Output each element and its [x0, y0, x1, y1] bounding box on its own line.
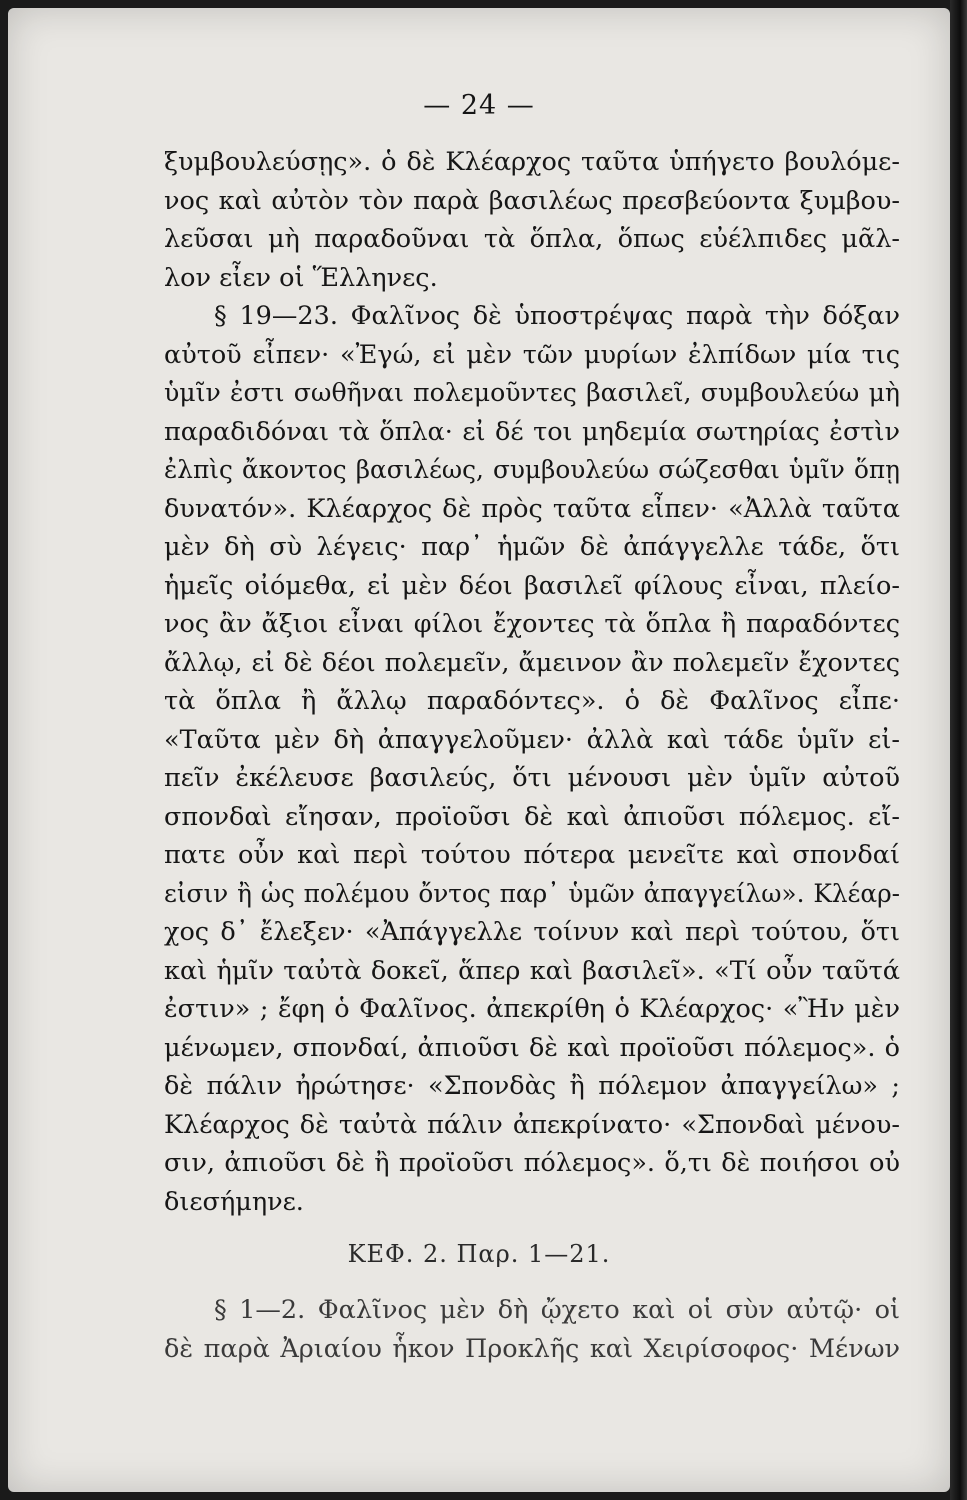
- text-line: ἐστιν» ; ἔφη ὁ Φαλῖνος. ἀπεκρίθη ὁ Κλέαρχος· «Ἢν μὲν: [164, 994, 900, 1024]
- text-line-section-start: § 19—23. Φαλῖνος δὲ ὑποστρέψας παρὰ τὴν δόξαν: [214, 301, 900, 331]
- text-line: αὐτοῦ εἶπεν· «Ἐγώ, εἰ μὲν τῶν μυρίων ἐλπίδων μία τις: [164, 339, 900, 370]
- text-line: παραδιδόναι τὰ ὅπλα· εἰ δέ τοι μηδεμία σωτηρίας ἐστὶν: [164, 416, 900, 447]
- page-number: — 24 —: [423, 90, 535, 121]
- text-line: ἐλπὶς ἄκοντος βασιλέως, συμβουλεύω σώζεσθαι ὑμῖν ὅπῃ: [164, 455, 900, 484]
- text-line: νος καὶ αὐτὸν τὸν παρὰ βασιλέως πρεσβεύοντα ξυμβου-: [164, 185, 900, 216]
- main-text-block: [164, 143, 900, 1221]
- text-line-section-start: § 1—2. Φαλῖνος μὲν δὴ ᾤχετο καὶ οἱ σὺν αὐτῷ· οἱ: [214, 1295, 900, 1325]
- text-line: ἄλλῳ, εἰ δὲ δέοι πολεμεῖν, ἄμεινον ἂν πολεμεῖν ἔχοντες: [164, 647, 900, 678]
- book-page: [8, 8, 950, 1492]
- text-line: Κλέαρχος δὲ ταὐτὰ πάλιν ἀπεκρίνατο· «Σπονδαὶ μένου-: [164, 1109, 900, 1140]
- text-line: μὲν δὴ σὺ λέγεις· παρ᾽ ἡμῶν δὲ ἀπάγγελλε τάδε, ὅτι: [164, 532, 900, 562]
- text-line: νος ἂν ἄξιοι εἶναι φίλοι ἔχοντες τὰ ὅπλα ἢ παραδόντες: [164, 609, 900, 639]
- text-line: μένωμεν, σπονδαί, ἀπιοῦσι δὲ καὶ προϊοῦσι πόλεμος». ὁ: [164, 1032, 900, 1063]
- text-line: πατε οὖν καὶ περὶ τούτου πότερα μενεῖτε καὶ σπονδαί: [164, 840, 900, 870]
- text-line: «Ταῦτα μὲν δὴ ἀπαγγελοῦμεν· ἀλλὰ καὶ τάδε ὑμῖν εἰ-: [164, 724, 900, 755]
- text-line: πεῖν ἐκέλευσε βασιλεύς, ὅτι μένουσι μὲν ὑμῖν αὐτοῦ: [164, 763, 900, 793]
- text-line: διεσήμηνε.: [164, 1186, 304, 1217]
- chapter-text-block: [164, 1291, 900, 1368]
- text-line: ἡμεῖς οἰόμεθα, εἰ μὲν δέοι βασιλεῖ φίλους εἶναι, πλείο-: [164, 570, 900, 601]
- text-line: λον εἶεν οἱ Ἕλληνες.: [164, 262, 438, 293]
- text-line: ξυμβουλεύσῃς». ὁ δὲ Κλέαρχος ταῦτα ὑπήγετο βουλόμε-: [164, 147, 900, 177]
- text-line: τὰ ὅπλα ἢ ἄλλῳ παραδόντες». ὁ δὲ Φαλῖνος εἶπε·: [164, 686, 900, 716]
- text-line: χος δ᾽ ἔλεξεν· «Ἀπάγγελλε τοίνυν καὶ περὶ τούτου, ὅτι: [164, 917, 900, 947]
- text-line: καὶ ἡμῖν ταὐτὰ δοκεῖ, ἅπερ καὶ βασιλεῖ». «Τί οὖν ταῦτά: [164, 955, 900, 986]
- text-line: σπονδαὶ εἴησαν, προϊοῦσι δὲ καὶ ἀπιοῦσι πόλεμος. εἴ-: [164, 801, 900, 832]
- chapter-heading: ΚΕΦ. 2. Παρ. 1—21.: [347, 1240, 611, 1268]
- book-spine-edge: [950, 0, 967, 1500]
- text-line: λεῦσαι μὴ παραδοῦναι τὰ ὅπλα, ὅπως εὐέλπιδες μᾶλ-: [164, 224, 900, 254]
- text-line: ὑμῖν ἐστι σωθῆναι πολεμοῦντες βασιλεῖ, συμβουλεύω μὴ: [164, 378, 900, 407]
- text-line: δὲ πάλιν ἠρώτησε· «Σπονδὰς ἢ πόλεμον ἀπαγγείλω» ;: [164, 1071, 900, 1101]
- text-line: δὲ παρὰ Ἀριαίου ἧκον Προκλῆς καὶ Χειρίσοφος· Μένων: [164, 1333, 900, 1364]
- text-line: εἰσιν ἢ ὡς πολέμου ὄντος παρ᾽ ὑμῶν ἀπαγγείλω». Κλέαρ-: [164, 878, 900, 908]
- text-line: σιν, ἀπιοῦσι δὲ ἢ προϊοῦσι πόλεμος». ὅ,τι δὲ ποιήσοι οὐ: [164, 1148, 900, 1178]
- text-line: δυνατόν». Κλέαρχος δὲ πρὸς ταῦτα εἶπεν· «Ἀλλὰ ταῦτα: [164, 493, 900, 524]
